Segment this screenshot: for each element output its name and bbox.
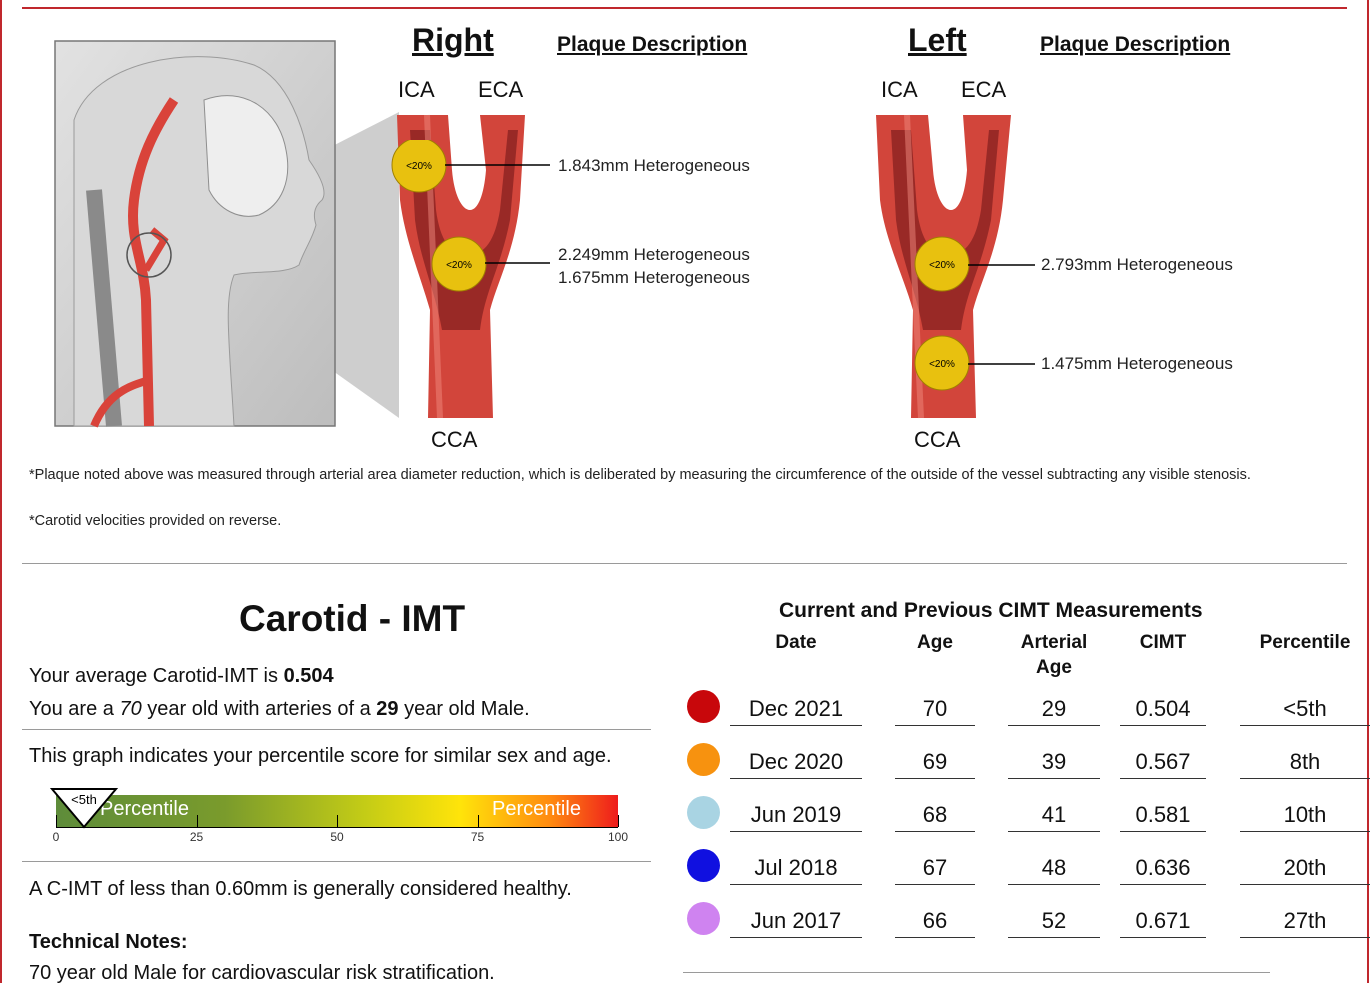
right-title: Right [412, 22, 494, 58]
table-cell-percentile: 27th [1240, 906, 1370, 938]
table-cell-age: 67 [895, 853, 975, 885]
percentile-tick-mark [337, 815, 338, 827]
percentile-tick-label: 50 [330, 830, 344, 844]
measurements-title: Current and Previous CIMT Measurements [779, 599, 1203, 622]
table-cell-date: Dec 2021 [730, 694, 862, 726]
svg-text:<20%: <20% [929, 260, 955, 271]
right-desc-2: 2.249mm Heterogeneous [558, 245, 750, 264]
percentile-marker [50, 787, 120, 832]
series-color-dot [687, 743, 720, 776]
table-cell-age: 69 [895, 747, 975, 779]
left-cca-label: CCA [914, 427, 961, 452]
right-plaque-header: Plaque Description [557, 33, 748, 56]
table-cell-cimt: 0.671 [1120, 906, 1206, 938]
right-cca-label: CCA [431, 427, 478, 452]
average-imt-value: 0.504 [283, 665, 334, 687]
table-cell-arterial-age: 41 [1008, 800, 1100, 832]
percentile-tick-label: 0 [52, 830, 60, 844]
left-title: Left [908, 22, 967, 58]
table-cell-date: Dec 2020 [730, 747, 862, 779]
average-imt-line: Your average Carotid-IMT is 0.504 [29, 665, 334, 687]
right-desc-1: 1.843mm Heterogeneous [558, 156, 750, 175]
table-cell-date: Jun 2017 [730, 906, 862, 938]
left-plaque-header: Plaque Description [1040, 33, 1231, 56]
table-cell-date: Jun 2019 [730, 800, 862, 832]
plaque-measurement-note: *Plaque noted above was measured through arterial area diameter reduction, which is deliberated by measuring the circumference of the outside of the vessel subtracting any visible stenosis. [29, 467, 1251, 483]
table-cell-arterial-age: 29 [1008, 694, 1100, 726]
svg-text:<20%: <20% [406, 161, 432, 172]
col-header-date: Date [775, 632, 817, 653]
table-cell-arterial-age: 48 [1008, 853, 1100, 885]
percentile-bar-left-label: Percentile [100, 798, 189, 820]
imt-title: Carotid - IMT [239, 598, 466, 639]
table-cell-cimt: 0.636 [1120, 853, 1206, 885]
table-cell-age: 68 [895, 800, 975, 832]
left-desc-2: 1.475mm Heterogeneous [1041, 354, 1233, 373]
technical-notes-text: 70 year old Male for cardiovascular risk stratification. [29, 962, 495, 983]
left-ica-label: ICA [881, 77, 918, 102]
right-desc-3: 1.675mm Heterogeneous [558, 268, 750, 287]
table-cell-percentile: 20th [1240, 853, 1370, 885]
header-rule [22, 7, 1347, 9]
technical-notes-title: Technical Notes: [29, 931, 188, 953]
col-header-age: Age [917, 632, 953, 653]
right-ica-label: ICA [398, 77, 435, 102]
series-color-dot [687, 849, 720, 882]
arterial-age-line: You are a 70 year old with arteries of a 29 year old Male. [29, 698, 530, 720]
table-cell-date: Jul 2018 [730, 853, 862, 885]
table-cell-percentile: <5th [1240, 694, 1370, 726]
series-color-dot [687, 690, 720, 723]
velocity-note: *Carotid velocities provided on reverse. [29, 513, 282, 529]
footer-rule [683, 972, 1270, 973]
series-color-dot [687, 902, 720, 935]
table-cell-cimt: 0.581 [1120, 800, 1206, 832]
section-divider [22, 563, 1347, 564]
percentile-bar-right-label: Percentile [492, 798, 581, 820]
table-cell-age: 66 [895, 906, 975, 938]
percentile-tick-mark [618, 815, 619, 827]
graph-description: This graph indicates your percentile score for similar sex and age. [29, 745, 612, 767]
col-header-cimt: CIMT [1139, 632, 1187, 653]
percentile-marker-label: <5th [71, 792, 97, 807]
left-eca-label: ECA [961, 77, 1007, 102]
percentile-axis [56, 827, 618, 828]
col-header-percentile: Percentile [1259, 632, 1351, 653]
table-cell-cimt: 0.504 [1120, 694, 1206, 726]
healthy-threshold-text: A C-IMT of less than 0.60mm is generally considered healthy. [29, 878, 572, 900]
svg-text:<20%: <20% [929, 359, 955, 370]
table-cell-age: 70 [895, 694, 975, 726]
col-header-arterial-age: Arterial Age [1020, 632, 1088, 678]
page-border-right [1367, 0, 1369, 983]
page-border-left [0, 0, 2, 983]
series-color-dot [687, 796, 720, 829]
left-desc-1: 2.793mm Heterogeneous [1041, 255, 1233, 274]
table-cell-percentile: 8th [1240, 747, 1370, 779]
chronological-age: 70 [119, 698, 142, 720]
percentile-tick-mark [478, 815, 479, 827]
percentile-tick-label: 25 [189, 830, 204, 844]
table-cell-cimt: 0.567 [1120, 747, 1206, 779]
percentile-tick-label: 75 [470, 830, 485, 844]
svg-text:<20%: <20% [446, 260, 472, 271]
right-eca-label: ECA [478, 77, 524, 102]
percentile-tick-label: 100 [607, 830, 629, 844]
table-cell-arterial-age: 52 [1008, 906, 1100, 938]
table-cell-arterial-age: 39 [1008, 747, 1100, 779]
percentile-tick-mark [197, 815, 198, 827]
table-cell-percentile: 10th [1240, 800, 1370, 832]
arterial-age-value: 29 [376, 698, 399, 720]
